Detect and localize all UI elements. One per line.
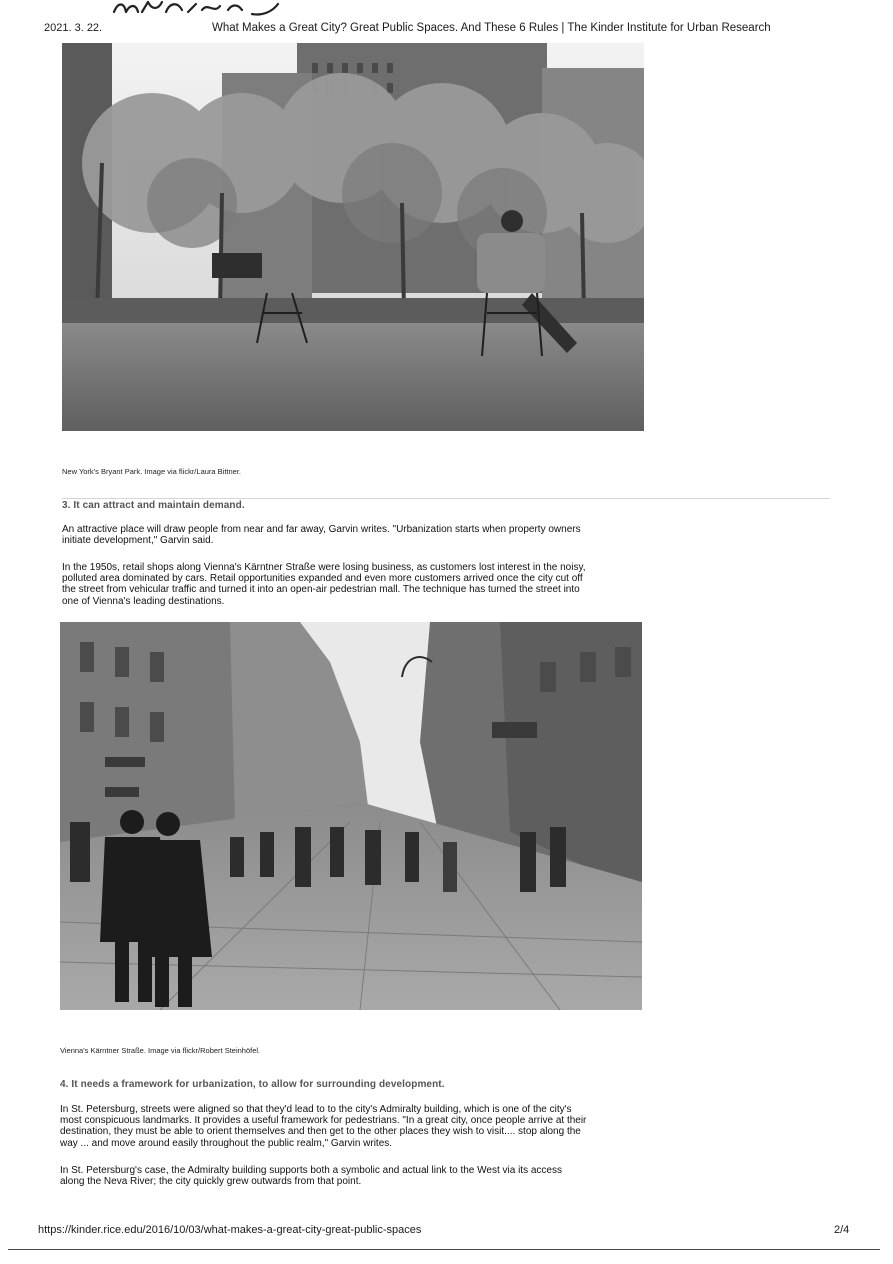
section-divider: [62, 498, 830, 499]
print-date: 2021. 3. 22.: [44, 22, 103, 34]
figure-caption-karntner-strasse: Vienna's Kärntner Straße. Image via flickr/Robert Steinhöfel.: [60, 1046, 261, 1055]
paragraph: [62, 562, 642, 607]
handwritten-scribble: [112, 0, 282, 18]
text-line: way ... and move around easily throughout the public realm," Garvin writes.: [60, 1137, 393, 1149]
text-line: initiate development," Garvin said.: [62, 535, 214, 547]
paragraph: [62, 524, 642, 546]
text-line: the street from vehicular traffic and turned it into an open-air pedestrian mall. The technique has turned the street into: [62, 584, 580, 596]
text-line: An attractive place will draw people from near and far away, Garvin writes. "Urbanization starts when property owners: [62, 524, 581, 535]
page-number: 2/4: [834, 1224, 850, 1236]
paragraph: [60, 1165, 640, 1187]
section-heading-4: 4. It needs a framework for urbanization, to allow for surrounding development.: [60, 1079, 445, 1090]
bottom-scan-line: [8, 1249, 880, 1250]
page-title: What Makes a Great City? Great Public Spaces. And These 6 Rules | The Kinder Institute for Urban Research: [212, 22, 771, 34]
karntner-strasse-photo: [60, 622, 642, 1010]
text-line: destination, they must be able to orient themselves and then get to the other places they wish to visit.... stop along the: [60, 1126, 581, 1138]
footer-url: https://kinder.rice.edu/2016/10/03/what-makes-a-great-city-great-public-spaces: [38, 1224, 422, 1236]
bryant-park-photo: [62, 43, 644, 431]
section-heading-3: 3. It can attract and maintain demand.: [62, 500, 245, 511]
text-line: along the Neva River; the city quickly grew outwards from that point.: [60, 1176, 362, 1188]
text-line: polluted area dominated by cars. Retail opportunities expanded and even more customers arrived once the city cut off: [62, 573, 583, 585]
text-line: most conspicuous landmarks. It provides a useful framework for pedestrians. "In a great city, once people arrive at their: [60, 1115, 587, 1127]
text-line: In the 1950s, retail shops along Vienna's Kärntner Straße were losing business, as customers lost interest in the noisy,: [62, 562, 586, 573]
text-line: one of Vienna's leading destinations.: [62, 595, 225, 607]
text-line: In St. Petersburg, streets were aligned so that they'd lead to to the city's Admiralty building, which is one of the city's: [60, 1104, 572, 1115]
paragraph: [60, 1104, 640, 1149]
text-line: In St. Petersburg's case, the Admiralty building supports both a symbolic and actual link to the West via its access: [60, 1165, 562, 1176]
figure-caption-bryant-park: New York's Bryant Park. Image via flickr/Laura Bittner.: [62, 467, 242, 476]
